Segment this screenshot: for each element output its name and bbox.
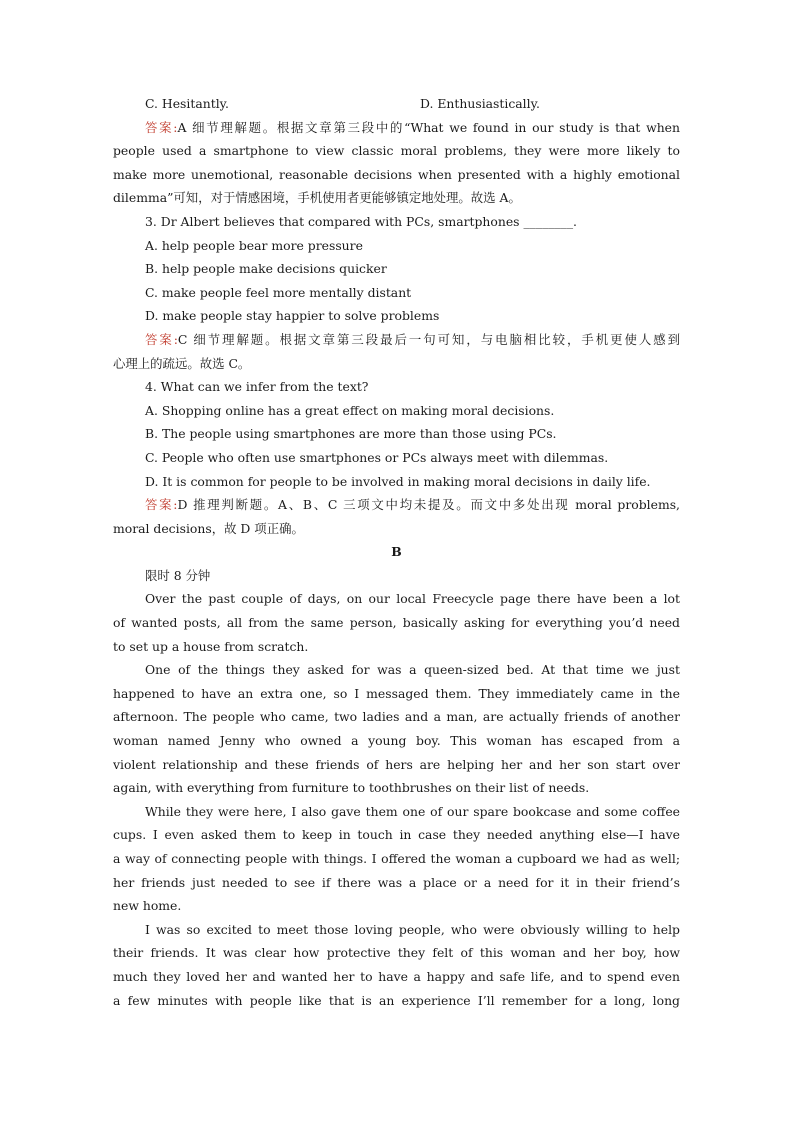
document-page: [113, 92, 680, 1012]
q2-option-c: C. Hesitantly.: [145, 96, 229, 111]
answer-4-line: 答案:D 推理判断题。A、B、C 三项文中均未提及。而文中多处出现 moral problems,: [145, 497, 680, 513]
passage-line: cups. I even asked them to keep in touch in case they needed anything else—I have: [113, 827, 680, 843]
q4-option-a: A. Shopping online has a great effect on making moral decisions.: [145, 402, 555, 418]
passage-line: of wanted posts, all from the same person, basically asking for everything you’d need: [113, 615, 680, 631]
q3-option-a: A. help people bear more pressure: [145, 237, 363, 253]
passage-line: happened to have an extra one, so I messaged them. They immediately came in the: [113, 685, 680, 701]
passage-line: afternoon. The people who came, two ladies and a man, are actually friends of another: [113, 709, 680, 725]
passage-line: her friends just needed to see if there was a place or a need for it in their friend’s: [113, 874, 680, 890]
question-2-options: [113, 92, 680, 116]
passage-line: much they loved her and wanted her to have a happy and safe life, and to spend even: [113, 968, 680, 984]
passage-line: Over the past couple of days, on our local Freecycle page there have been a lot: [145, 591, 680, 607]
answer-label: 答案:: [145, 497, 178, 513]
answer-2-line: dilemma”可知，对于情感困境，手机使用者更能够镇定地处理。故选 A。: [113, 190, 521, 206]
time-limit: 限时 8 分钟: [145, 567, 211, 583]
answer-label: 答案:: [145, 119, 178, 135]
q2-option-d: D. Enthusiastically.: [420, 96, 540, 111]
passage-line: I was so excited to meet those loving people, who were obviously willing to help: [145, 921, 680, 937]
q4-option-b: B. The people using smartphones are more than those using PCs.: [145, 426, 557, 442]
answer-2-line: 答案:A 细节理解题。根据文章第三段中的“What we found in our study is that when: [145, 119, 680, 135]
passage-line: a way of connecting people with things. I offered the woman a cupboard we had as well;: [113, 851, 680, 866]
q4-option-d: D. It is common for people to be involved in making moral decisions in daily life.: [145, 473, 651, 489]
passage-line: new home.: [113, 898, 182, 914]
passage-line: One of the things they asked for was a queen-sized bed. At that time we just: [145, 662, 680, 678]
q4-option-c: C. People who often use smartphones or PCs always meet with dilemmas.: [145, 449, 609, 465]
answer-3-line: 答案:C 细节理解题。根据文章第三段最后一句可知，与电脑相比较，手机更使人感到: [145, 331, 680, 347]
answer-2-line: people used a smartphone to view classic moral problems, they were more likely to: [113, 143, 680, 159]
q3-option-d: D. make people stay happier to solve problems: [145, 308, 440, 324]
question-3-stem: 3. Dr Albert believes that compared with PCs, smartphones ________.: [145, 213, 577, 229]
question-4-stem: 4. What can we infer from the text?: [145, 379, 369, 395]
passage-line: While they were here, I also gave them one of our spare bookcase and some coffee: [145, 803, 680, 819]
passage-line: violent relationship and these friends of hers are helping her and her son start over: [113, 756, 680, 772]
passage-line: their friends. It was clear how protective they felt of this woman and her boy, how: [113, 945, 680, 961]
answer-3-line: 心理上的疏远。故选 C。: [113, 355, 251, 371]
passage-line: a few minutes with people like that is an experience I’ll remember for a long, long: [113, 992, 680, 1008]
q3-option-c: C. make people feel more mentally distant: [145, 284, 412, 300]
answer-4-line: moral decisions，故 D 项正确。: [113, 520, 304, 536]
passage-line: again, with everything from furniture to toothbrushes on their list of needs.: [113, 780, 590, 796]
passage-line: woman named Jenny who owned a young boy. This woman has escaped from a: [113, 733, 680, 749]
answer-2-line: make more unemotional, reasonable decisions when presented with a highly emotional: [113, 166, 680, 182]
answer-label: 答案:: [145, 331, 178, 347]
section-heading: B: [391, 544, 402, 560]
passage-line: to set up a house from scratch.: [113, 638, 309, 654]
q3-option-b: B. help people make decisions quicker: [145, 261, 387, 277]
